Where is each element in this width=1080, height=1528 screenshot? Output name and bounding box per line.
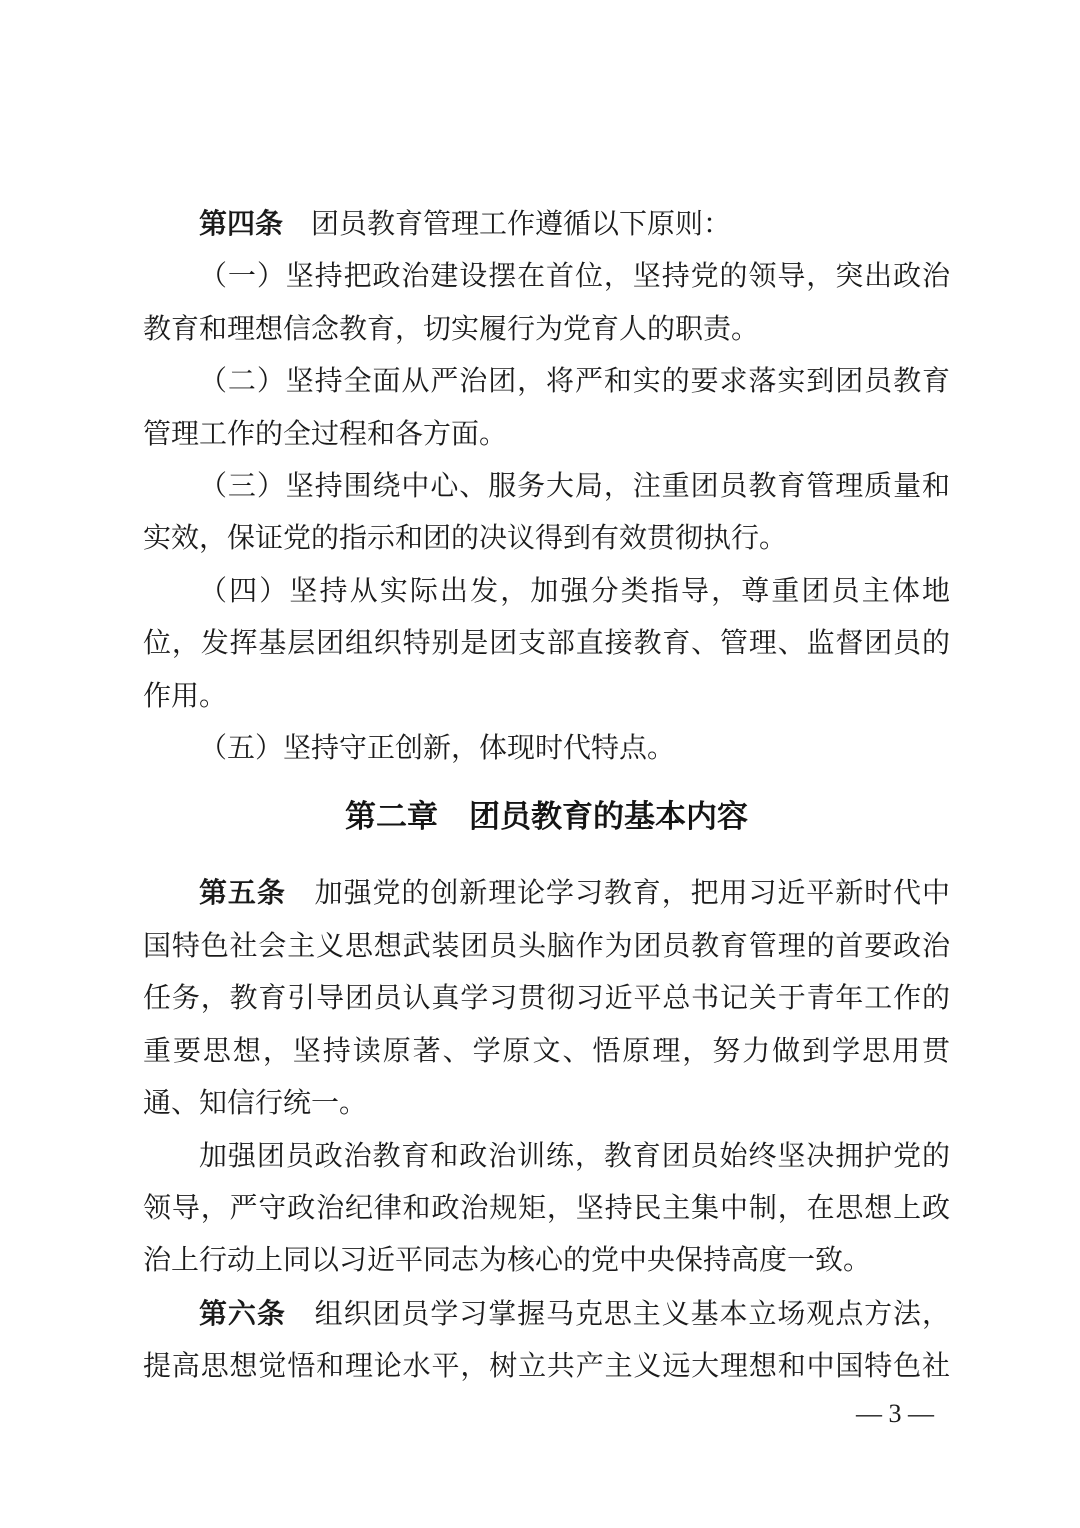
article-4-number: 第四条 xyxy=(199,208,284,239)
article-4-opening-line xyxy=(143,198,950,251)
article-5-opening-text: 加强党的创新理论学习教育，把用习近平新时代中 xyxy=(285,878,950,910)
article-6-number: 第六条 xyxy=(199,1297,286,1329)
article-4-opening-text: 团员教育管理工作遵循以下原则： xyxy=(283,209,732,240)
item-2-line: 管理工作的全过程和各方面。 xyxy=(143,418,508,450)
item-1-line: （一）坚持把政治建设摆在首位，坚持党的领导，突出政治 xyxy=(199,261,950,293)
item-4-line: 作用。 xyxy=(143,680,228,712)
article-6-opening-line xyxy=(143,1288,950,1341)
article-5-paragraph-2-line: 加强团员政治教育和政治训练，教育团员始终坚决拥护党的 xyxy=(199,1140,950,1172)
article-5-paragraph-2-line: 治上行动上同以习近平同志为核心的党中央保持高度一致。 xyxy=(143,1245,872,1277)
article-5-line: 任务，教育引导团员认真学习贯彻习近平总书记关于青年工作的 xyxy=(143,983,950,1015)
item-2-line: （二）坚持全面从严治团，将严和实的要求落实到团员教育 xyxy=(199,366,950,398)
article-5-line: 通、知信行统一。 xyxy=(143,1088,368,1120)
page-number: — 3 — xyxy=(856,1398,934,1428)
item-1-line: 教育和理想信念教育，切实履行为党育人的职责。 xyxy=(143,313,760,345)
page-footer xyxy=(143,1394,950,1434)
document-body xyxy=(143,198,950,1434)
article-5-line: 国特色社会主义思想武装团员头脑作为团员教育管理的首要政治 xyxy=(143,930,950,962)
item-3-line: 实效，保证党的指示和团的决议得到有效贯彻执行。 xyxy=(143,523,788,555)
item-4-line: （四）坚持从实际出发，加强分类指导，尊重团员主体地 xyxy=(199,575,950,607)
item-5-line: （五）坚持守正创新，体现时代特点。 xyxy=(199,733,676,765)
article-5-opening-line xyxy=(143,867,950,920)
article-6-line: 提高思想觉悟和理论水平，树立共产主义远大理想和中国特色社 xyxy=(143,1351,950,1383)
chapter-2-title: 第二章 团员教育的基本内容 xyxy=(345,799,748,835)
article-5-line: 重要思想，坚持读原著、学原文、悟原理，努力做到学思用贯 xyxy=(143,1035,950,1067)
item-4-line: 位，发挥基层团组织特别是团支部直接教育、管理、监督团员的 xyxy=(143,628,950,660)
article-6-opening-text: 组织团员学习掌握马克思主义基本立场观点方法， xyxy=(285,1298,950,1330)
item-3-line: （三）坚持围绕中心、服务大局，注重团员教育管理质量和 xyxy=(199,471,950,503)
article-5-number: 第五条 xyxy=(199,877,286,909)
article-5-paragraph-2-line: 领导，严守政治纪律和政治规矩，坚持民主集中制，在思想上政 xyxy=(143,1192,950,1224)
